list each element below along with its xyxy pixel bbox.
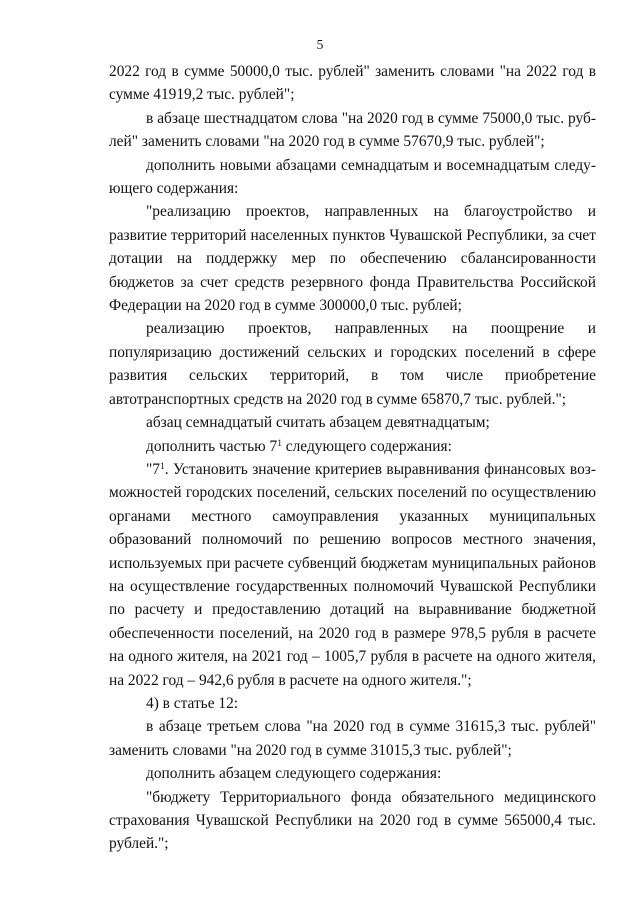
paragraph-quote-landscaping: "реализацию проектов, направленных на благоустройство и развитие территорий населенных пунктов Чувашской Республики, за счет дотации на поддержку мер по обеспечению сбалансированности бюджетов за счет средств резервного фонда Правительства Российской Федерации на 2020 год в сумме 300000,0 тыс. рублей; (109, 203, 596, 315)
superscript-index: 1 (159, 461, 165, 472)
paragraph-continued: 2022 год в сумме 50000,0 тыс. рублей" заменить словами "на 2022 год в сумме 41919,2 тыс. рублей"; (109, 63, 596, 104)
paragraph-amend-sixteenth: в абзаце шестнадцатом слова "на 2020 год в сумме 75000,0 тыс. рублей" заменить словами "на 2020 год в сумме 57670,9 тыс. рублей"; (109, 109, 596, 151)
paragraph-renumber: абзац семнадцатый считать абзацем девятнадцатым; (146, 414, 490, 432)
paragraph-part-7-1-text (109, 458, 596, 692)
part-7-1-intro-text: дополнить частью 7 (146, 437, 278, 455)
paragraph-add-part-7-1 (109, 435, 596, 458)
superscript-index: 1 (277, 438, 282, 449)
page-number: 5 (316, 37, 324, 52)
paragraph-quote-insurance-fund: "бюджету Территориального фонда обязательного медицинского страхования Чувашской Республики на 2020 год в сумме 565000,4 тыс. рублей."; (109, 788, 596, 853)
document-body (109, 60, 596, 856)
paragraph-quote-promotion: реализацию проектов, направленных на поощрение и популяризацию достижений сельских и городских поселений в сфере развития сельских территорий, в том числе приобретение автотранспортных средств на 2020 год в сумме 65870,7 тыс. рублей."; (109, 320, 596, 408)
part-7-1-number: "7 (146, 460, 160, 478)
paragraph-article-12: 4) в статье 12: (146, 694, 239, 712)
part-7-1-body: . Установить значение критериев выравнивания финансовых возможностей городских поселений, сельских поселений по осуществлению органами местного самоуправления указанных муниципальных образований полномочий по решению вопросов местного значения, используемых при расчете субвенций бюджетам муниципальных районов на осуществление государственных полномочий Чувашской Республики по расчету и предоставлению дотаций на выравнивание бюджетной обеспеченности поселений, на 2020 год в размере 978,5 рубля в расчете на одного жителя, на 2021 год – 1005,7 рубля в расчете на одного жителя, на 2022 год – 942,6 рубля в расчете на одного жителя."; (109, 460, 596, 689)
part-7-1-intro-tail: следующего содержания: (281, 437, 452, 455)
paragraph-add-seventeenth-eighteenth: дополнить новыми абзацами семнадцатым и восемнадцатым следующего содержания: (109, 156, 596, 198)
paragraph-amend-third: в абзаце третьем слова "на 2020 год в сумме 31615,3 тыс. рублей" заменить словами "на 2020 год в сумме 31015,3 тыс. рублей"; (109, 718, 596, 759)
paragraph-add-abzac: дополнить абзацем следующего содержания: (146, 765, 442, 783)
